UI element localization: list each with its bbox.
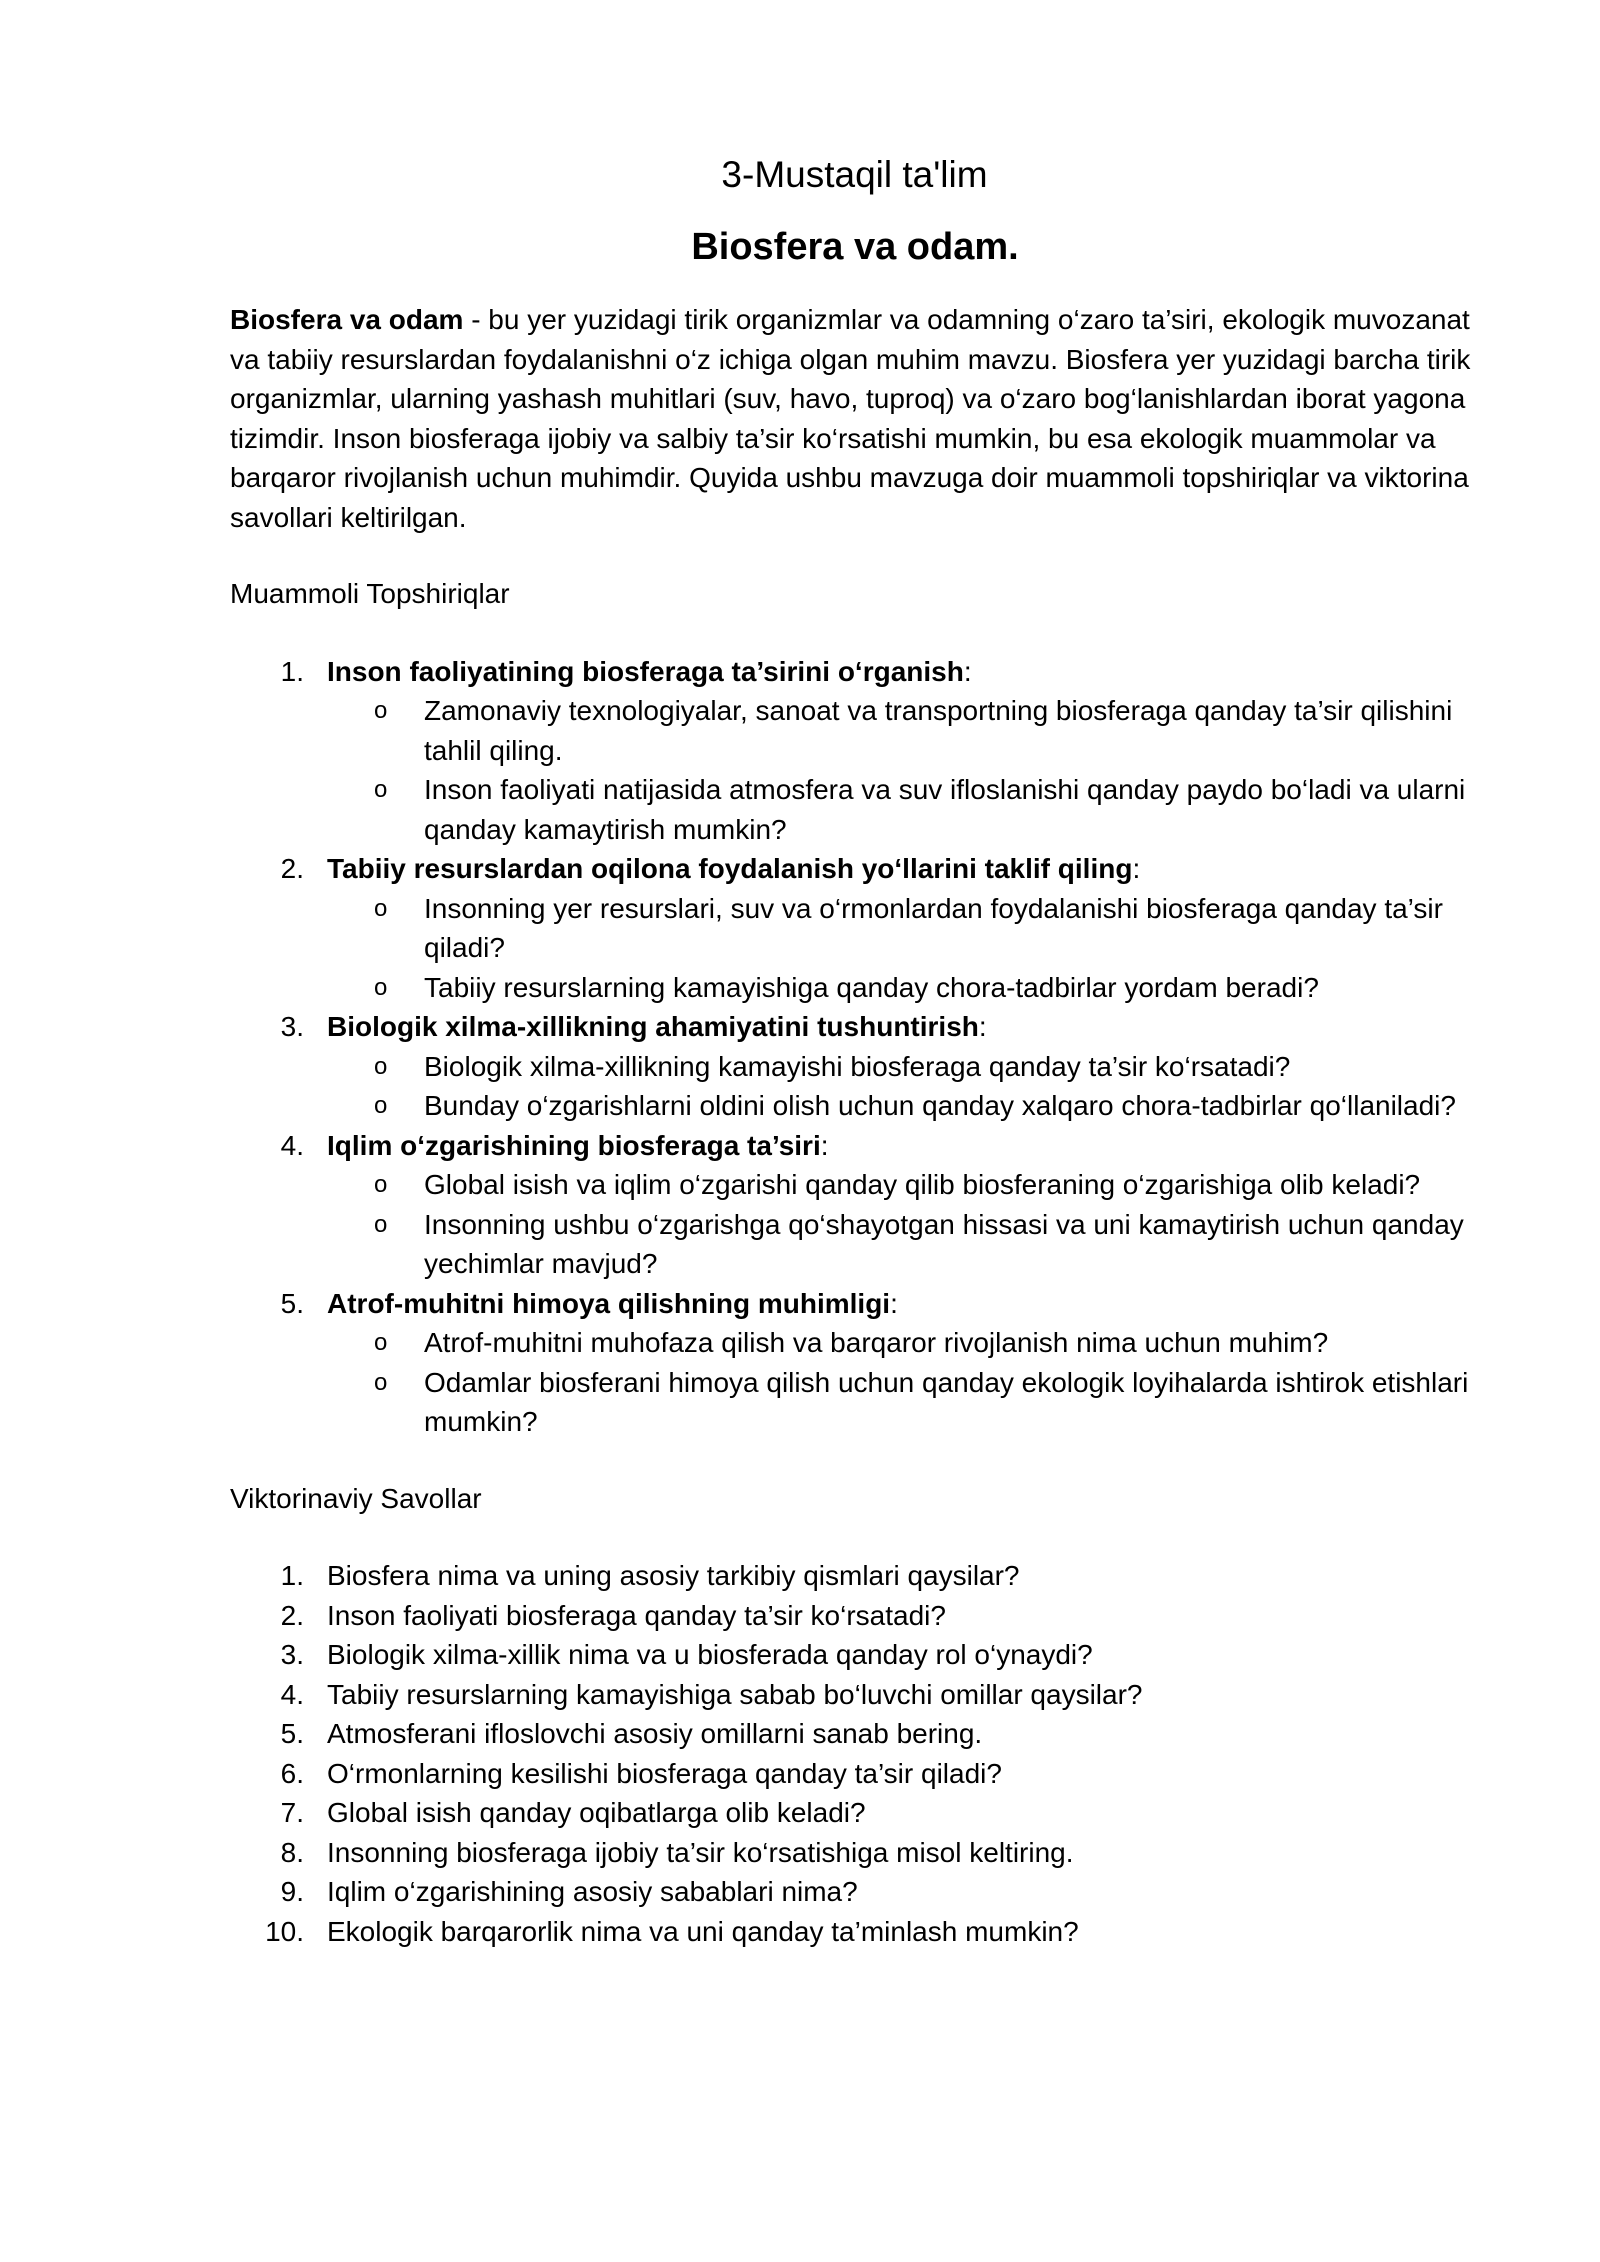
quiz-question: Inson faoliyati biosferaga qanday ta’sir ko‘rsatadi? [327, 1599, 946, 1631]
document-page [230, 150, 1480, 1951]
quiz-number: 5. [280, 1718, 304, 1749]
task-subitem-text: Odamlar biosferani himoya qilish uchun qanday ekologik loyihalarda ishtirok etishlari mumkin? [424, 1366, 1469, 1437]
quiz-question: Iqlim o‘zgarishining asosiy sabablari nima? [327, 1876, 858, 1907]
intro-paragraph [230, 300, 1480, 537]
task-title: Iqlim o‘zgarishining biosferaga ta’siri [327, 1129, 821, 1161]
bullet-marker: o [374, 1052, 388, 1080]
task-subitem-text: Inson faoliyati natijasida atmosfera va suv ifloslanishi qanday paydo bo‘ladi va ularni qanday kamaytirish mumkin? [424, 774, 1466, 845]
bullet-marker: o [374, 697, 388, 724]
task-subitems [327, 889, 1480, 1008]
quiz-number: 9. [280, 1876, 304, 1907]
quiz-item [230, 1793, 1480, 1833]
quiz-item [230, 1872, 1480, 1912]
quiz-question: Global isish qanday oqibatlarga olib keladi? [327, 1797, 866, 1828]
quiz-question: Biologik xilma-xillik nima va u biosferada qanday rol o‘ynaydi? [327, 1639, 1093, 1670]
task-subitems [327, 1047, 1480, 1126]
quiz-item [230, 1754, 1480, 1794]
task-subitem [327, 889, 1480, 968]
quiz-item [230, 1912, 1480, 1952]
task-subitem [327, 1047, 1480, 1087]
quiz-item [230, 1714, 1480, 1754]
task-colon: : [890, 1287, 898, 1319]
quiz-question: Atmosferani ifloslovchi asosiy omillarni sanab bering. [327, 1718, 983, 1749]
quiz-number: 7. [280, 1797, 304, 1828]
task-colon: : [978, 1011, 987, 1042]
task-number: 3. [280, 1011, 304, 1042]
tasks-heading: Muammoli Topshiriqlar [230, 578, 510, 609]
document-subtitle: 3-Mustaqil ta'lim [721, 154, 988, 195]
quiz-item [230, 1635, 1480, 1675]
intro-text: - bu yer yuzidagi tirik organizmlar va odamning o‘zaro ta’siri, ekologik muvozanat va tabiiy resurslardan foydalanishni o‘z ichiga olgan muhim mavzu. Biosfera yer yuzidagi barcha tirik organizmlar, ularning yashash muhitlari (suv, havo, tuproq) va o‘zaro bog‘lanishlardan iborat yagona tizimdir. Inson biosferaga ijobiy va salbiy ta’sir ko‘rsatishi mumkin, bu esa ekologik muammolar va barqaror rivojlanish uchun muhimdir. Quyida ushbu mavzuga doir muammoli topshiriqlar va viktorina savollari keltirilgan. [230, 304, 1471, 533]
intro-bold-term: Biosfera va odam [230, 304, 464, 335]
bullet-marker: o [374, 1171, 388, 1198]
task-colon: : [820, 1129, 829, 1161]
quiz-number: 4. [280, 1678, 304, 1710]
quiz-number: 3. [280, 1639, 304, 1670]
quiz-number: 10. [265, 1915, 304, 1947]
task-subitem [327, 1086, 1480, 1126]
task-title: Atrof-muhitni himoya qilishning muhimligi [327, 1287, 891, 1319]
task-subitem-text: Insonning ushbu o‘zgarishga qo‘shayotgan hissasi va uni kamaytirish uchun qanday yechimlar mavjud? [424, 1208, 1464, 1279]
task-subitem [327, 691, 1480, 770]
quiz-question: Insonning biosferaga ijobiy ta’sir ko‘rsatishiga misol keltiring. [327, 1836, 1074, 1868]
task-subitem [327, 1165, 1480, 1205]
task-subitem [327, 968, 1480, 1008]
quiz-number: 8. [280, 1836, 304, 1868]
task-title: Inson faoliyatining biosferaga ta’sirini o‘rganish [327, 655, 964, 687]
quiz-item [230, 1556, 1480, 1596]
task-item [230, 652, 1480, 850]
quiz-question: O‘rmonlarning kesilishi biosferaga qanday ta’sir qiladi? [327, 1757, 1002, 1789]
quiz-number: 1. [280, 1560, 304, 1591]
task-subitem-text: Insonning yer resurslari, suv va o‘rmonlardan foydalanishi biosferaga qanday ta’sir qiladi? [424, 892, 1443, 963]
quiz-item [230, 1675, 1480, 1715]
task-subitem-text: Atrof-muhitni muhofaza qilish va barqaror rivojlanish nima uchun muhim? [424, 1327, 1329, 1358]
document-title: Biosfera va odam. [691, 226, 1019, 268]
task-subitem [327, 1363, 1480, 1442]
task-title: Biologik xilma-xillikning ahamiyatini tushuntirish [327, 1011, 979, 1042]
bullet-marker: o [374, 1329, 388, 1356]
task-subitems [327, 691, 1480, 849]
quiz-number: 6. [280, 1757, 304, 1789]
quiz-item [230, 1596, 1480, 1636]
task-number: 4. [280, 1129, 304, 1161]
task-number: 5. [280, 1287, 304, 1319]
task-subitems [327, 1165, 1480, 1284]
bullet-marker: o [374, 776, 388, 803]
task-item [230, 1284, 1480, 1442]
quiz-number: 2. [280, 1599, 304, 1631]
bullet-marker: o [374, 1210, 388, 1238]
quiz-question: Tabiiy resurslarning kamayishiga sabab bo‘luvchi omillar qaysilar? [327, 1678, 1143, 1710]
task-title: Tabiiy resurslardan oqilona foydalanish yo‘llarini taklif qiling [327, 853, 1133, 884]
task-subitem [327, 1323, 1480, 1363]
bullet-marker: o [374, 894, 388, 922]
task-subitem-text: Zamonaviy texnologiyalar, sanoat va transportning biosferaga qanday ta’sir qilishini tahlil qiling. [424, 695, 1453, 766]
quiz-item [230, 1833, 1480, 1873]
tasks-list [230, 652, 1480, 1442]
quiz-heading: Viktorinaviy Savollar [230, 1482, 482, 1514]
bullet-marker: o [374, 1368, 388, 1396]
task-colon: : [963, 655, 972, 687]
quiz-question: Biosfera nima va uning asosiy tarkibiy qismlari qaysilar? [327, 1560, 1020, 1591]
task-subitem [327, 1205, 1480, 1284]
quiz-question: Ekologik barqarorlik nima va uni qanday ta’minlash mumkin? [327, 1915, 1079, 1947]
task-number: 2. [280, 853, 304, 884]
task-subitem [327, 770, 1480, 849]
bullet-marker: o [374, 973, 388, 1001]
task-item [230, 1007, 1480, 1126]
task-subitem-text: Tabiiy resurslarning kamayishiga qanday chora-tadbirlar yordam beradi? [424, 971, 1319, 1003]
task-number: 1. [280, 655, 304, 687]
quiz-list [230, 1556, 1480, 1951]
task-subitem-text: Bunday o‘zgarishlarni oldini olish uchun qanday xalqaro chora-tadbirlar qo‘llaniladi? [424, 1090, 1456, 1121]
task-subitems [327, 1323, 1480, 1442]
task-colon: : [1132, 853, 1141, 884]
task-subitem-text: Biologik xilma-xillikning kamayishi biosferaga qanday ta’sir ko‘rsatadi? [424, 1050, 1291, 1082]
bullet-marker: o [374, 1092, 388, 1119]
task-item [230, 1126, 1480, 1284]
task-item [230, 849, 1480, 1007]
task-subitem-text: Global isish va iqlim o‘zgarishi qanday qilib biosferaning o‘zgarishiga olib keladi? [424, 1169, 1421, 1200]
